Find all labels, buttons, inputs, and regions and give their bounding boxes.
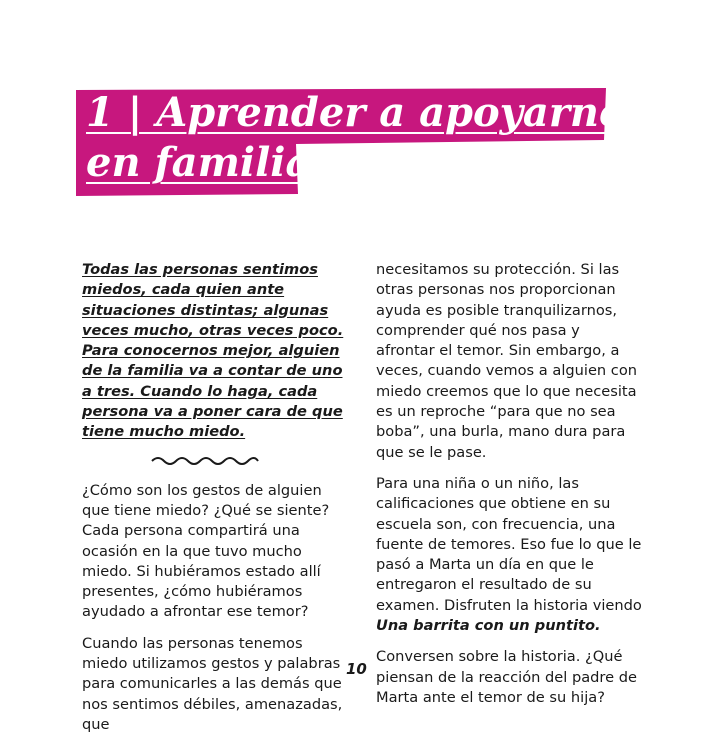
- left-column: [82, 260, 344, 746]
- intro-paragraph: Todas las personas sentimos miedos, cada quien ante situaciones distintas; algunas veces mucho, otras veces poco. Para conocernos mejor, alguien de la familia va a contar de uno a tres. Cuando lo haga, cada persona va a poner cara de que tiene mucho miedo.: [82, 261, 344, 441]
- story-title: Una barrita con un puntito.: [376, 617, 601, 635]
- right-paragraph-2: [376, 474, 642, 636]
- wave-divider: [150, 455, 260, 467]
- title-line-2: en familia: [86, 139, 312, 186]
- page-title: [86, 88, 648, 188]
- left-paragraph-2: Cuando las personas tenemos miedo utilizamos gestos y palabras para comunicarles a las demás que nos sentimos débiles, amenazadas, que: [82, 634, 343, 733]
- page-number: 10: [346, 660, 367, 678]
- right-column: [376, 260, 642, 719]
- right-paragraph-2-text: Para una niña o un niño, las calificaciones que obtiene en su escuela son, con frecuencia, una fuente de temores. Eso fue lo que le pasó a Marta un día en que le entregaron el resultado de su examen. Disfruten la historia viendo: [376, 474, 642, 614]
- right-paragraph-3: Conversen sobre la historia. ¿Qué piensan de la reacción del padre de Marta ante el temor de su hija?: [376, 648, 637, 706]
- title-line-1: 1 | Aprender a apoyarnos: [86, 89, 649, 136]
- right-paragraph-1: necesitamos su protección. Si las otras personas nos proporcionan ayuda es posible tranquilizarnos, comprender qué nos pasa y afrontar el temor. Sin embargo, a veces, cuando vemos a alguien con miedo creemos que lo que necesita es un reproche “para que no sea boba”, una burla, mano dura para que se le pase.: [376, 261, 638, 461]
- left-paragraph-1: ¿Cómo son los gestos de alguien que tiene miedo? ¿Qué se siente? Cada persona compartirá una ocasión en la que tuvo mucho miedo. Si hubiéramos estado allí presentes, ¿cómo hubiéramos ayudado a afrontar ese temor?: [82, 481, 330, 621]
